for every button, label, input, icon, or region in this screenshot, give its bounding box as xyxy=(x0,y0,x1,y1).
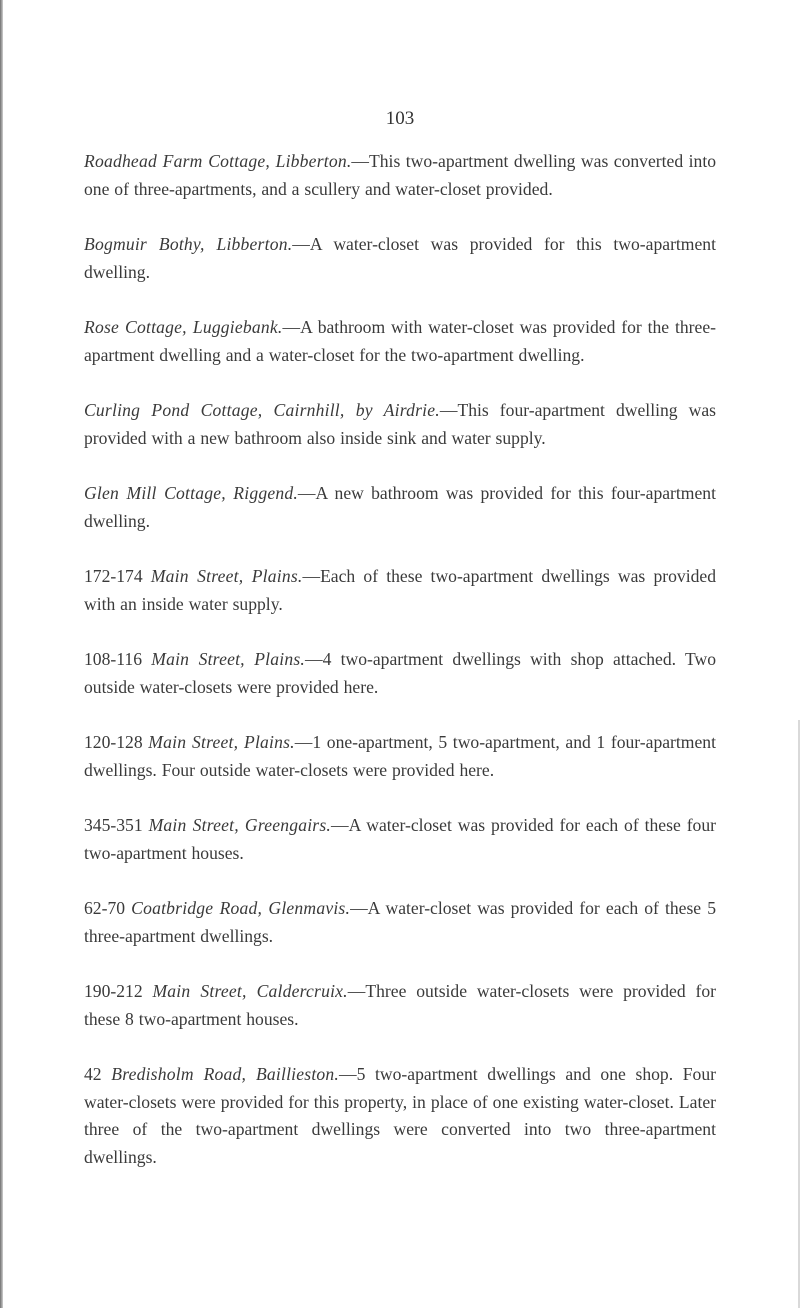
entry-place: Main Street, Greengairs. xyxy=(148,815,331,835)
entry-paragraph xyxy=(84,563,716,618)
entry-number: 120-128 xyxy=(84,732,143,752)
entry-number: 42 xyxy=(84,1064,102,1084)
entry-place: Glen Mill Cottage, Riggend. xyxy=(84,483,298,503)
entry-place: Main Street, Caldercruix. xyxy=(152,981,348,1001)
entry-text: —A water-closet was provided for this two-apartment dwelling. xyxy=(84,234,716,282)
entry-paragraph xyxy=(84,1061,716,1171)
entry-text: —Each of these two-apartment dwellings was provided with an inside water supply. xyxy=(84,566,716,614)
entry-text: —4 two-apartment dwellings with shop attached. Two outside water-closets were provided here. xyxy=(84,649,716,697)
entry-text: —5 two-apartment dwellings and one shop. Four water-closets were provided for this property, in place of one existing water-closet. Later three of the two-apartment dwellings were converted into two three-apartment dwellings. xyxy=(84,1064,716,1167)
entry-number: 345-351 xyxy=(84,815,143,835)
entry-paragraph xyxy=(84,148,716,203)
document-body xyxy=(84,148,716,1199)
entry-text: —A new bathroom was provided for this four-apartment dwelling. xyxy=(84,483,716,531)
entry-number: 108-116 xyxy=(84,649,142,669)
entry-place: Bredisholm Road, Baillieston. xyxy=(111,1064,339,1084)
entry-text: —Three outside water-closets were provided for these 8 two-apartment houses. xyxy=(84,981,716,1029)
entry-paragraph xyxy=(84,314,716,369)
page-edge-shadow xyxy=(0,0,3,1308)
entry-place: Rose Cottage, Luggiebank. xyxy=(84,317,283,337)
entry-number: 172-174 xyxy=(84,566,143,586)
entry-paragraph xyxy=(84,729,716,784)
entry-place: Main Street, Plains. xyxy=(150,566,303,586)
entry-paragraph xyxy=(84,978,716,1033)
entry-paragraph xyxy=(84,397,716,452)
entry-text: —This four-apartment dwelling was provided with a new bathroom also inside sink and water supply. xyxy=(84,400,716,448)
entry-text: —A water-closet was provided for each of these four two-apartment houses. xyxy=(84,815,717,863)
entry-place: Roadhead Farm Cottage, Libberton. xyxy=(84,151,352,171)
entry-text: —This two-apartment dwelling was converted into one of three-apartments, and a scullery and water-closet provided. xyxy=(84,151,716,199)
entry-paragraph xyxy=(84,895,716,950)
entry-place: Main Street, Plains. xyxy=(151,649,305,669)
entry-text: —1 one-apartment, 5 two-apartment, and 1 four-apartment dwellings. Four outside water-closets were provided here. xyxy=(84,732,716,780)
entry-number: 62-70 xyxy=(84,898,126,918)
entry-place: Bogmuir Bothy, Libberton. xyxy=(84,234,293,254)
entry-number: 190-212 xyxy=(84,981,143,1001)
entry-paragraph xyxy=(84,231,716,286)
entry-paragraph xyxy=(84,480,716,535)
entry-place: Main Street, Plains. xyxy=(148,732,295,752)
entry-place: Coatbridge Road, Glenmavis. xyxy=(131,898,351,918)
entry-paragraph xyxy=(84,812,716,867)
entry-text: —A water-closet was provided for each of these 5 three-apartment dwellings. xyxy=(84,898,716,946)
entry-place: Curling Pond Cottage, Cairnhill, by Airdrie. xyxy=(84,400,440,420)
page-number: 103 xyxy=(385,108,415,129)
entry-text: —A bathroom with water-closet was provided for the three-apartment dwelling and a water-closet for the two-apartment dwelling. xyxy=(84,317,716,365)
entry-paragraph xyxy=(84,646,716,701)
